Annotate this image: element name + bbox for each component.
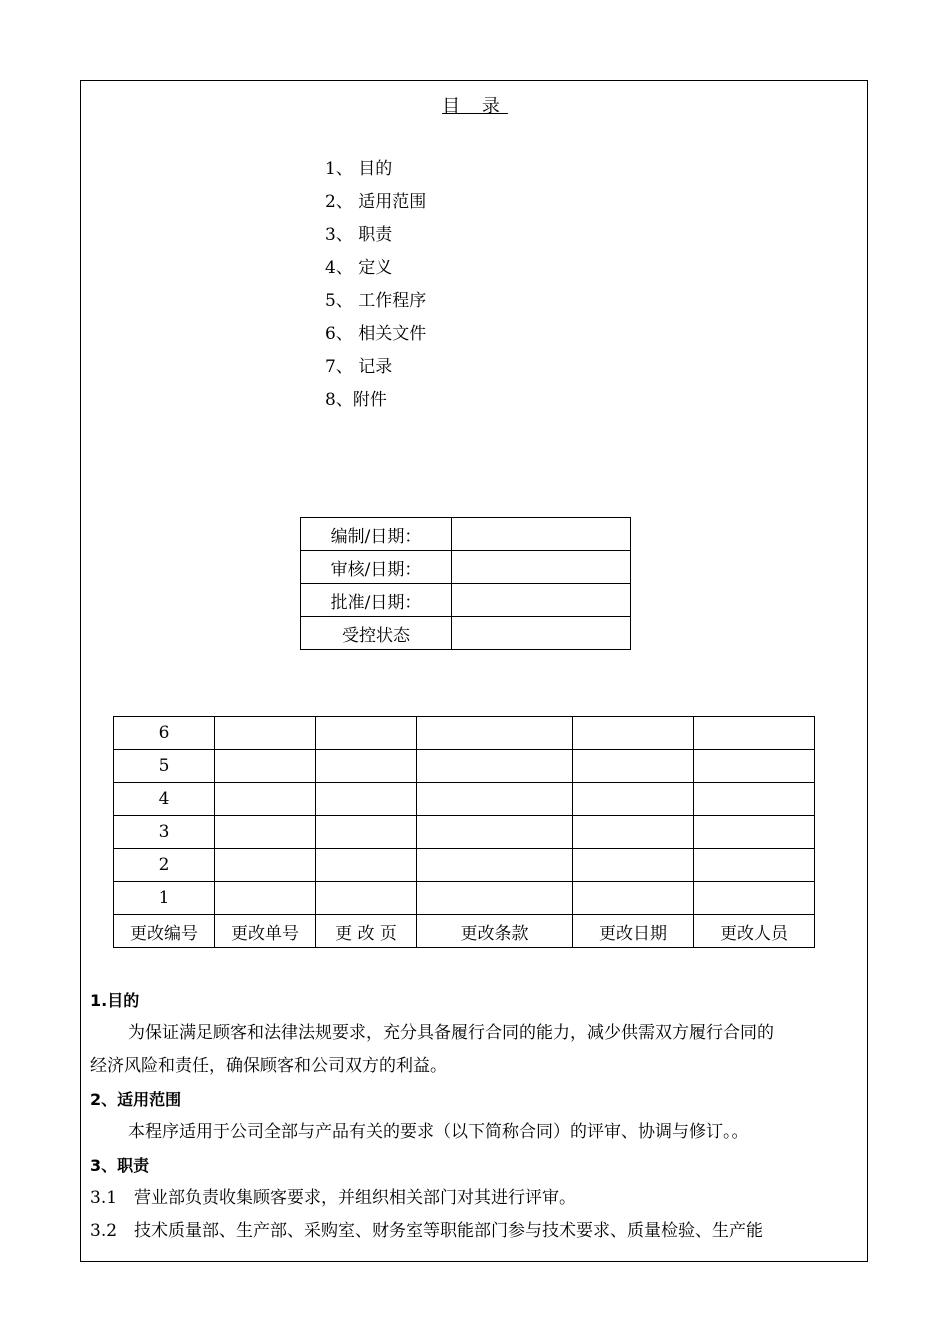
- revision-cell: 3: [114, 816, 215, 849]
- toc-item: 4、 定义: [325, 258, 393, 278]
- revision-cell: [694, 750, 815, 783]
- revision-cell: [316, 882, 417, 915]
- revision-cell: [694, 882, 815, 915]
- table-row: [301, 518, 631, 551]
- table-row: [301, 551, 631, 584]
- approval-table: [300, 517, 631, 650]
- revision-table: [113, 716, 815, 948]
- revision-cell: [417, 717, 573, 750]
- revision-cell: [316, 849, 417, 882]
- revision-header: 更改单号: [215, 915, 316, 948]
- approval-label: 受控状态: [301, 617, 452, 650]
- revision-cell: [316, 717, 417, 750]
- toc-title: 目 录: [442, 96, 508, 117]
- approval-label: 编制/日期：: [301, 518, 452, 551]
- revision-header: 更改编号: [114, 915, 215, 948]
- table-row: [301, 584, 631, 617]
- paragraph: 本程序适用于公司全部与产品有关的要求（以下简称合同）的评审、协调与修订。。: [128, 1122, 749, 1142]
- revision-header: 更改人员: [694, 915, 815, 948]
- paragraph: 3.2 技术质量部、生产部、采购室、财务室等职能部门参与技术要求、质量检验、生产能: [90, 1221, 764, 1241]
- section-heading: 1.目的: [90, 991, 140, 1010]
- revision-cell: [417, 849, 573, 882]
- table-row: [114, 816, 815, 849]
- revision-cell: [694, 783, 815, 816]
- revision-cell: [215, 849, 316, 882]
- toc-item: 6、 相关文件: [325, 324, 427, 344]
- revision-cell: [573, 750, 694, 783]
- revision-cell: [316, 750, 417, 783]
- revision-cell: [215, 783, 316, 816]
- revision-header: 更改日期: [573, 915, 694, 948]
- revision-cell: 4: [114, 783, 215, 816]
- revision-cell: [316, 783, 417, 816]
- revision-cell: [417, 750, 573, 783]
- toc-item: 7、 记录: [325, 357, 393, 377]
- revision-header: 更改条款: [417, 915, 573, 948]
- revision-cell: [215, 882, 316, 915]
- table-row: [114, 750, 815, 783]
- toc-item: 8、附件: [325, 390, 387, 410]
- body-text: [90, 984, 862, 1248]
- revision-cell: [316, 816, 417, 849]
- table-row: [114, 849, 815, 882]
- revision-cell: [215, 750, 316, 783]
- revision-cell: [573, 882, 694, 915]
- table-row: [114, 882, 815, 915]
- revision-header: 更 改 页: [316, 915, 417, 948]
- revision-cell: [694, 849, 815, 882]
- section-heading: 2、适用范围: [90, 1090, 182, 1109]
- approval-value: [452, 617, 631, 650]
- toc-item: 2、 适用范围: [325, 192, 427, 212]
- table-row: [301, 617, 631, 650]
- revision-cell: 2: [114, 849, 215, 882]
- revision-cell: [573, 783, 694, 816]
- revision-cell: 6: [114, 717, 215, 750]
- revision-cell: [215, 717, 316, 750]
- paragraph: 经济风险和责任，确保顾客和公司双方的利益。: [90, 1056, 447, 1076]
- table-row: [114, 783, 815, 816]
- revision-cell: [215, 816, 316, 849]
- revision-cell: [573, 849, 694, 882]
- revision-cell: [417, 882, 573, 915]
- revision-cell: [694, 816, 815, 849]
- paragraph: 3.1 营业部负责收集顾客要求，并组织相关部门对其进行评审。: [90, 1188, 577, 1208]
- revision-cell: 5: [114, 750, 215, 783]
- revision-cell: [417, 816, 573, 849]
- approval-value: [452, 584, 631, 617]
- toc-item: 5、 工作程序: [325, 291, 427, 311]
- paragraph: 为保证满足顾客和法律法规要求，充分具备履行合同的能力，减少供需双方履行合同的: [128, 1023, 774, 1043]
- section-heading: 3、职责: [90, 1156, 150, 1175]
- revision-header-row: [114, 915, 815, 948]
- approval-value: [452, 518, 631, 551]
- toc-item: 1、 目的: [325, 159, 393, 179]
- revision-cell: [417, 783, 573, 816]
- revision-cell: 1: [114, 882, 215, 915]
- approval-value: [452, 551, 631, 584]
- revision-cell: [573, 816, 694, 849]
- toc-list: [325, 156, 426, 420]
- revision-cell: [573, 717, 694, 750]
- table-row: [114, 717, 815, 750]
- approval-label: 批准/日期：: [301, 584, 452, 617]
- approval-label: 审核/日期：: [301, 551, 452, 584]
- toc-item: 3、 职责: [325, 225, 393, 245]
- revision-cell: [694, 717, 815, 750]
